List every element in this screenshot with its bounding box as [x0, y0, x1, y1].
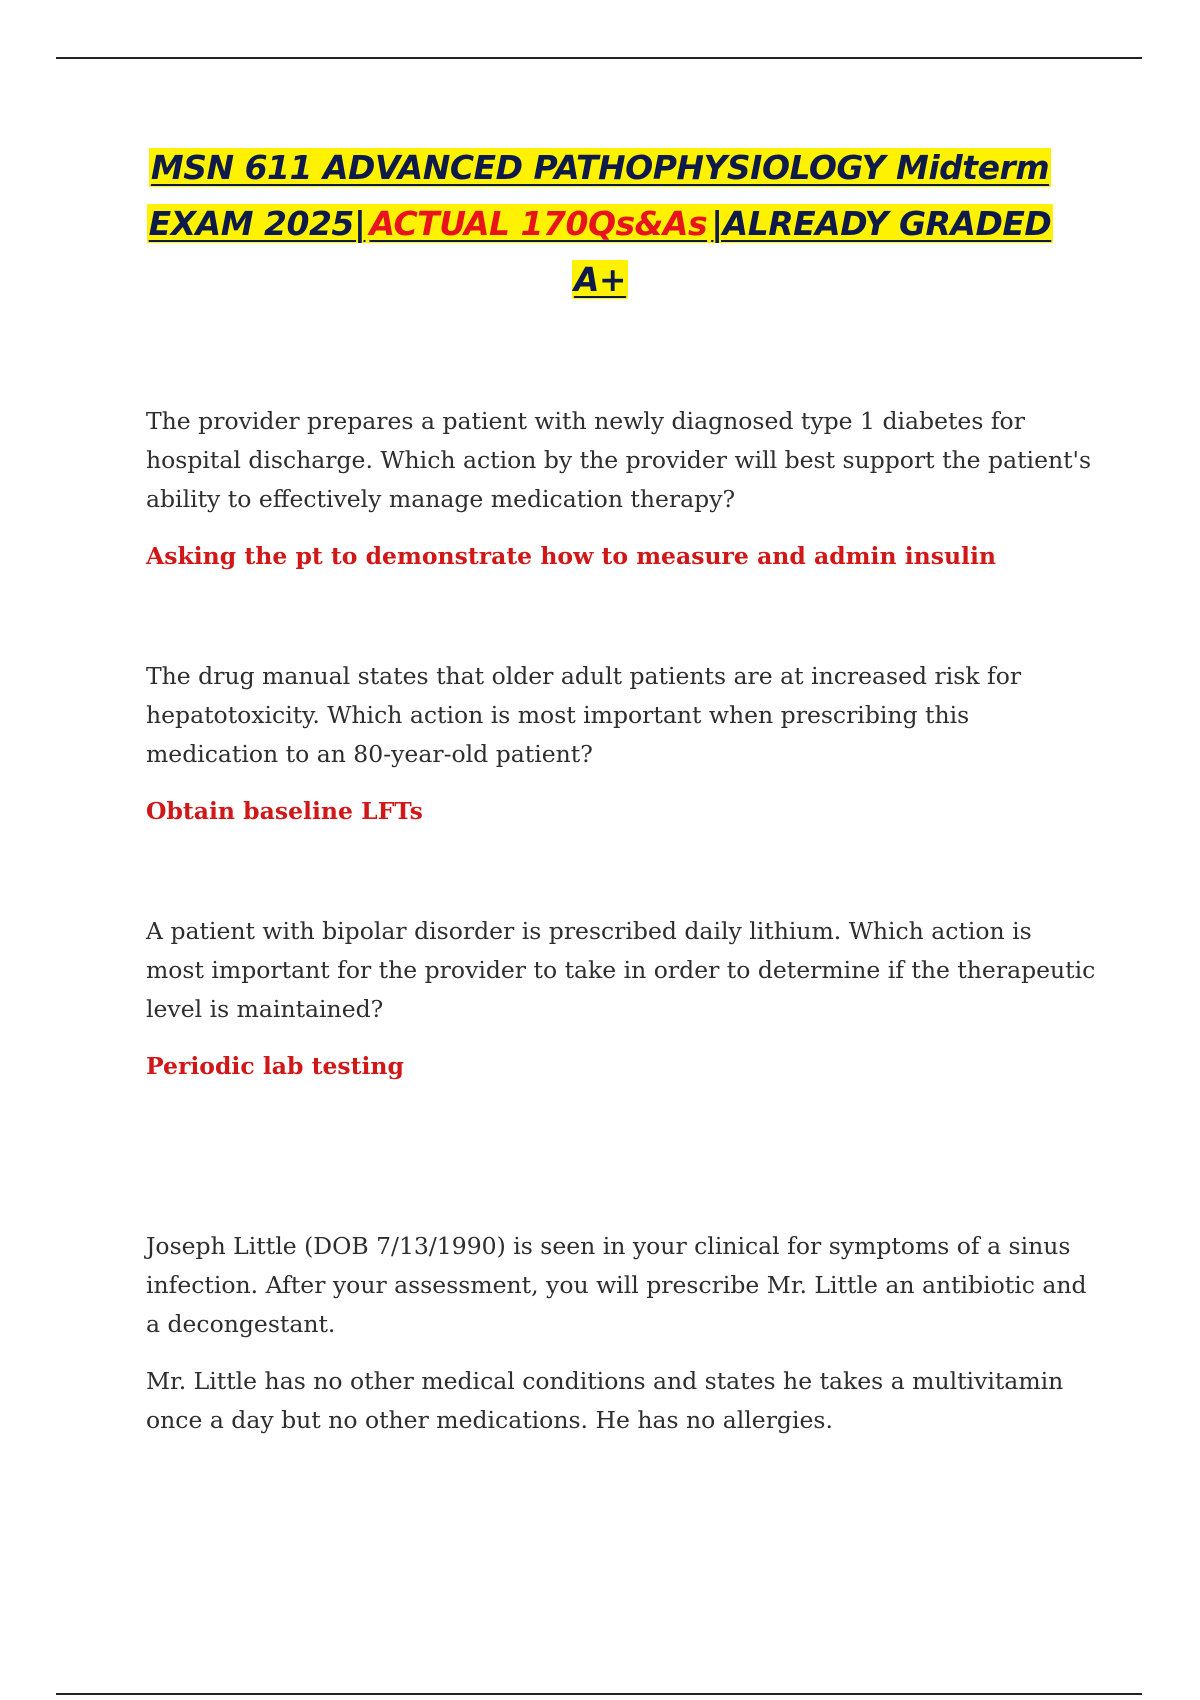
title-line-2-part-2: ACTUAL 170Qs&As — [369, 204, 708, 243]
question-block-1 — [146, 402, 1096, 576]
question-text: The provider prepares a patient with newly diagnosed type 1 diabetes for hospital discharge. Which action by the provider will best support the patient's ability to effectively manage medication therapy? — [146, 407, 1092, 513]
question-block-3 — [146, 912, 1096, 1086]
answer-text: Periodic lab testing — [146, 1052, 404, 1080]
answer-text: Obtain baseline LFTs — [146, 797, 423, 825]
title-line-2-part-3: |ALREADY GRADED — [711, 204, 1052, 243]
question-text: The drug manual states that older adult patients are at increased risk for hepatotoxicity. Which action is most important when prescribing this medication to an 80-year-old patient? — [146, 662, 1022, 768]
question-block-2 — [146, 657, 1096, 831]
top-rule — [56, 57, 1142, 59]
answer-text: Asking the pt to demonstrate how to measure and admin insulin — [146, 542, 996, 570]
bottom-rule — [56, 1693, 1142, 1695]
case-paragraph-2: Mr. Little has no other medical conditions and states he takes a multivitamin once a day but no other medications. He has no allergies. — [146, 1367, 1064, 1434]
question-text: A patient with bipolar disorder is prescribed daily lithium. Which action is most important for the provider to take in order to determine if the therapeutic level is maintained? — [146, 917, 1096, 1023]
title-line-2-part-1: EXAM 2025| — [148, 204, 366, 243]
case-paragraph-1: Joseph Little (DOB 7/13/1990) is seen in your clinical for symptoms of a sinus infection. After your assessment, you will prescribe Mr. Little an antibiotic and a decongestant. — [146, 1232, 1087, 1338]
title-line-1: MSN 611 ADVANCED PATHOPHYSIOLOGY Midterm — [150, 148, 1050, 187]
title-line-3: A+ — [573, 260, 627, 299]
document-title — [100, 140, 1100, 308]
case-block — [146, 1227, 1096, 1440]
